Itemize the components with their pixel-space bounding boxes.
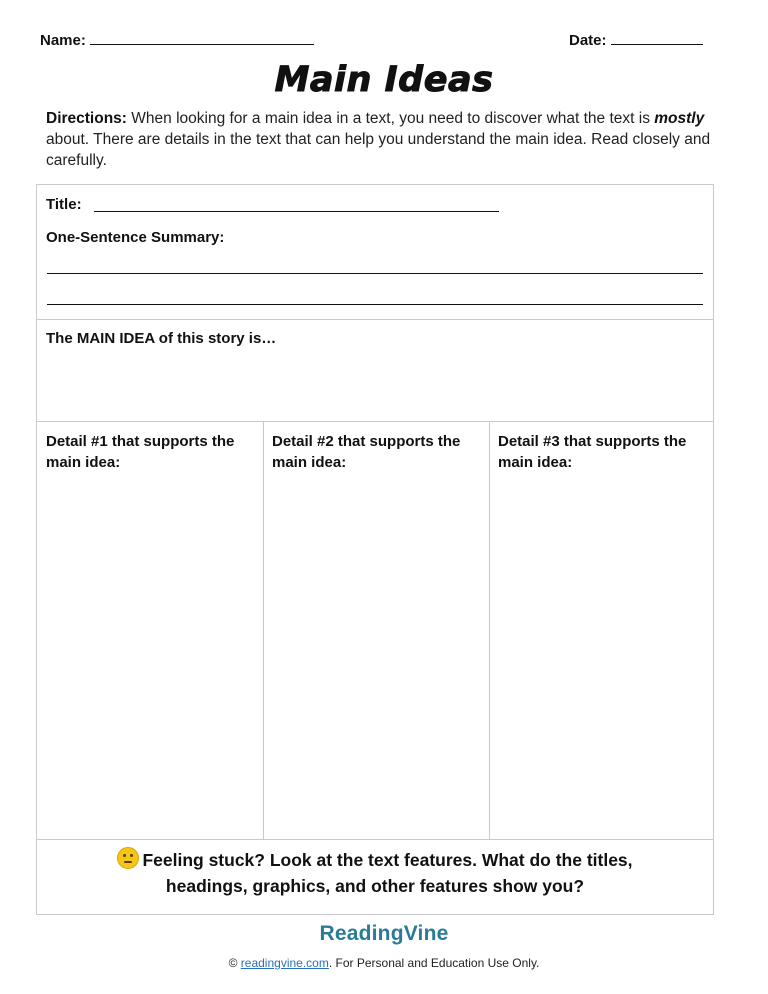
main-idea-answer-area[interactable] [38,353,712,417]
thinking-face-icon [117,847,139,869]
date-field[interactable] [569,32,703,49]
title-field-label: Title: [46,196,82,213]
name-field[interactable] [40,32,314,49]
divider-after-summary [37,319,713,320]
date-blank-line[interactable] [611,32,703,45]
directions [46,108,726,171]
worksheet-box [36,184,714,915]
stuck-line-1: Feeling stuck? Look at the text features. What do the titles, [142,850,633,870]
detail-column-divider-1 [263,421,264,839]
detail-3-label: Detail #3 that supports the main idea: [498,433,687,471]
directions-label: Directions: [46,110,127,127]
page-title: Main Ideas [274,60,494,100]
footer-rest-text: . For Personal and Education Use Only. [328,956,540,970]
stuck-line-2: headings, graphics, and other features show you? [165,876,585,896]
readingvine-link[interactable]: readingvine.com [240,956,329,970]
divider-after-details [37,839,713,840]
readingvine-logo: ReadingVine [319,922,449,945]
feeling-stuck-tip [37,847,713,899]
detail-3-answer-area[interactable] [491,475,711,835]
copyright-symbol: © [228,956,238,970]
detail-1-label: Detail #1 that supports the main idea: [46,433,235,471]
directions-text-1: When looking for a main idea in a text, you need to discover what the text is [126,110,655,127]
footer-copyright [0,956,768,970]
title-answer-line[interactable] [94,211,499,212]
detail-2-label: Detail #2 that supports the main idea: [272,433,461,471]
date-label: Date: [569,32,607,49]
detail-1-answer-area[interactable] [38,475,262,835]
divider-after-main-idea [37,421,713,422]
detail-column-divider-2 [489,421,490,839]
summary-answer-line-2[interactable] [47,304,703,305]
detail-2-answer-area[interactable] [265,475,487,835]
name-blank-line[interactable] [90,32,314,45]
name-label: Name: [40,32,86,49]
directions-emphasis: mostly [654,110,705,127]
directions-text-2: about. There are details in the text that can help you understand the main idea. Read closely and carefully. [46,131,711,169]
summary-label: One-Sentence Summary: [46,229,225,246]
summary-answer-line-1[interactable] [47,273,703,274]
main-idea-label: The MAIN IDEA of this story is… [46,330,277,347]
